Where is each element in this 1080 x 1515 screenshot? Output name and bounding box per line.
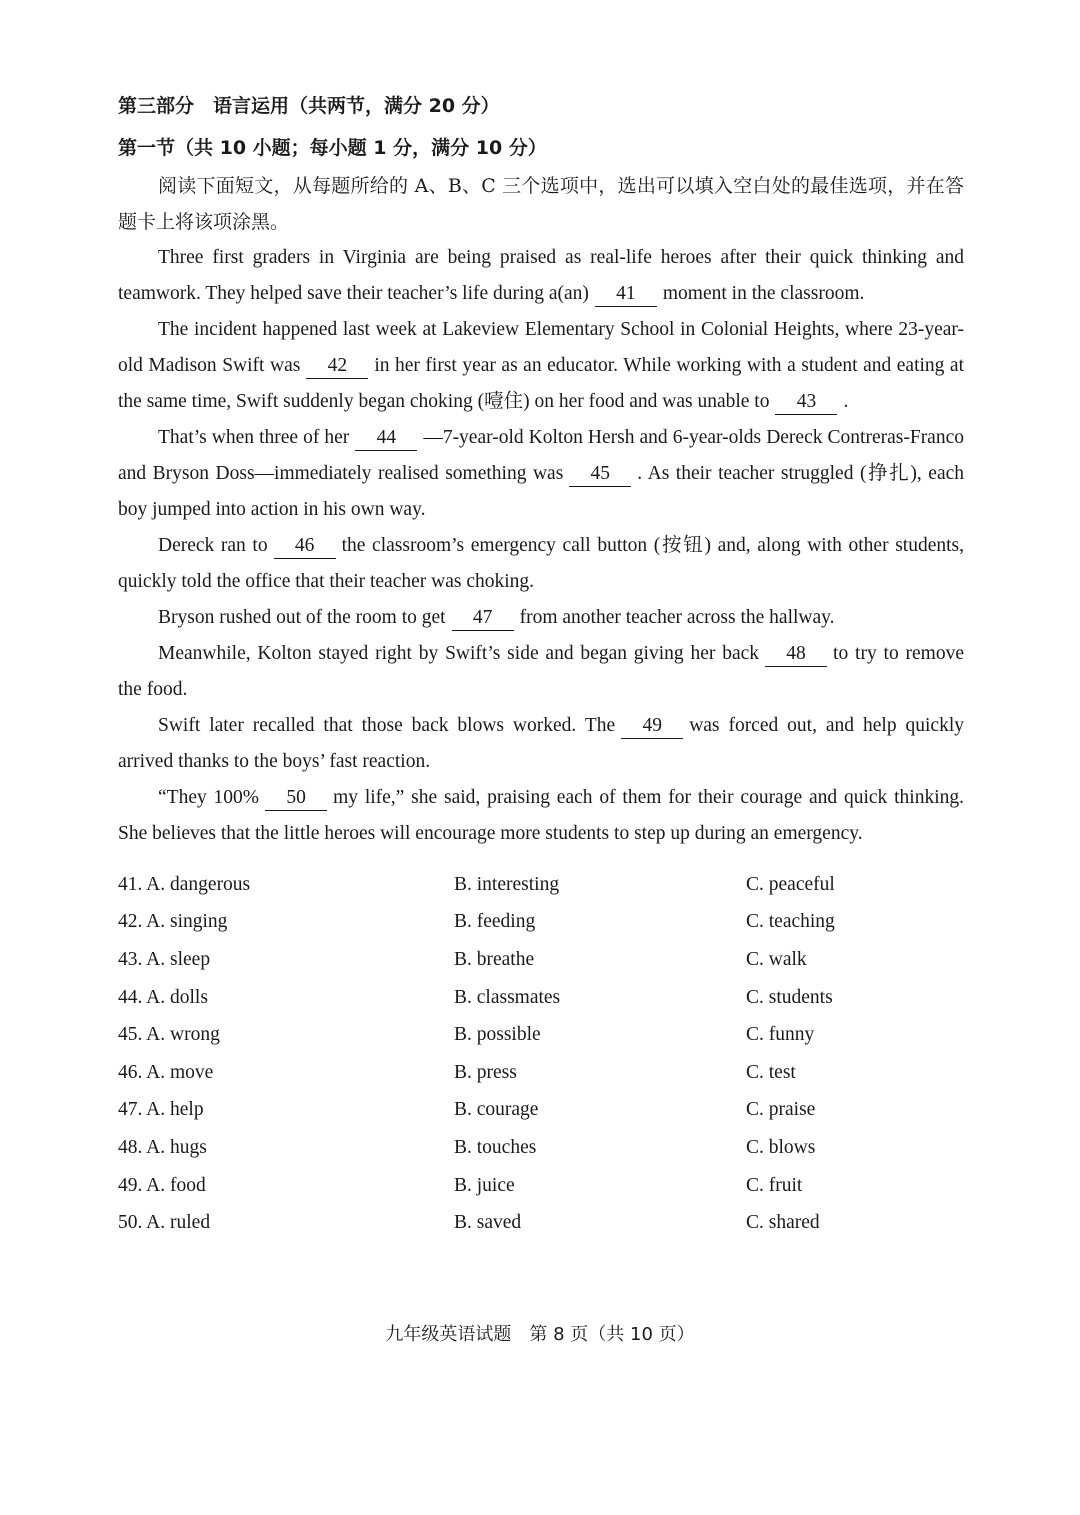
option-row [118,1092,964,1130]
blank-43: 43 [775,390,837,415]
option-c: C. blows [746,1136,816,1158]
exam-page [118,88,964,1242]
blank-41: 41 [595,282,657,307]
option-c: C. test [746,1061,796,1083]
option-row [118,866,964,904]
option-row [118,979,964,1017]
option-b: B. interesting [454,873,560,895]
option-b: B. possible [454,1024,541,1046]
paragraph-1: Three first graders in Virginia are being praised as real-life heroes after their quick thinking and teamwork. They helped save their teacher’s life during a(an) 41 moment in the classroom. [118,240,964,312]
option-c: C. peaceful [746,873,835,895]
paragraph-6: Meanwhile, Kolton stayed right by Swift’s side and began giving her back 48 to try to remove the food. [118,643,965,700]
paragraph-8: “They 100% 50 my life,” she said, praising each of them for their courage and quick thinking. She believes that the little heroes will encourage more students to step up during an emergency. [118,787,964,844]
option-b: B. press [454,1061,517,1083]
cloze-passage [118,240,964,852]
option-c: C. students [746,986,833,1008]
option-a: 46. A. move [118,1061,214,1083]
paragraph-5: Bryson rushed out of the room to get 47 from another teacher across the hallway. [118,600,964,636]
option-row [118,941,964,979]
option-row [118,1204,964,1242]
option-a: 44. A. dolls [118,986,208,1008]
option-a: 43. A. sleep [118,948,211,970]
option-c: C. fruit [746,1174,803,1196]
blank-49: 49 [621,714,683,739]
blank-46: 46 [274,534,336,559]
option-b: B. touches [454,1136,537,1158]
blank-47: 47 [452,606,514,631]
option-row [118,1167,964,1205]
paragraph-3: That’s when three of her 44 —7-year-old Kolton Hersh and 6-year-olds Dereck Contreras-Franco and Bryson Doss—immediately realised something was 45 . As their teacher struggled (挣扎), each boy jumped into action in his own way. [118,427,964,520]
instructions: 阅读下面短文，从每题所给的 A、B、C 三个选项中，选出可以填入空白处的最佳选项，并在答题卡上将该项涂黑。 [118,175,964,233]
option-b: B. feeding [454,911,536,933]
page-footer: 九年级英语试题 第 8 页（共 10 页） [385,1324,695,1345]
blank-48: 48 [765,642,827,667]
option-a: 45. A. wrong [118,1024,220,1046]
option-b: B. breathe [454,948,535,970]
option-a: 48. A. hugs [118,1136,207,1158]
option-a: 47. A. help [118,1099,204,1121]
option-b: B. juice [454,1174,515,1196]
blank-42: 42 [306,354,368,379]
paragraph-4: Dereck ran to 46 the classroom’s emergency call button (按钮) and, along with other students, quickly told the office that their teacher was choking. [118,535,964,592]
option-c: C. teaching [746,911,835,933]
option-a: 42. A. singing [118,911,228,933]
blank-44: 44 [355,426,417,451]
blank-50: 50 [265,786,327,811]
blank-45: 45 [569,462,631,487]
section-title: 第一节（共 10 小题；每小题 1 分，满分 10 分） [118,137,547,159]
option-row [118,1129,964,1167]
option-c: C. funny [746,1024,815,1046]
part-title: 第三部分 语言运用（共两节，满分 20 分） [118,95,500,117]
option-row [118,1016,964,1054]
option-row [118,1054,964,1092]
paragraph-2: The incident happened last week at Lakeview Elementary School in Colonial Heights, where 23-year-old Madison Swift was 42 in her first year as an educator. While working with a student and eating at the same time, Swift suddenly began choking (噎住) on her food and was unable to 43 . [118,312,964,420]
option-row [118,904,964,942]
option-b: B. classmates [454,986,561,1008]
paragraph-7: Swift later recalled that those back blows worked. The 49 was forced out, and help quickly arrived thanks to the boys’ fast reaction. [118,715,964,772]
option-a: 49. A. food [118,1174,206,1196]
option-a: 50. A. ruled [118,1212,211,1234]
option-c: C. walk [746,948,807,970]
option-b: B. saved [454,1212,522,1234]
answer-options [118,866,964,1242]
option-a: 41. A. dangerous [118,873,251,895]
option-c: C. praise [746,1099,816,1121]
option-b: B. courage [454,1099,539,1121]
option-c: C. shared [746,1212,820,1234]
